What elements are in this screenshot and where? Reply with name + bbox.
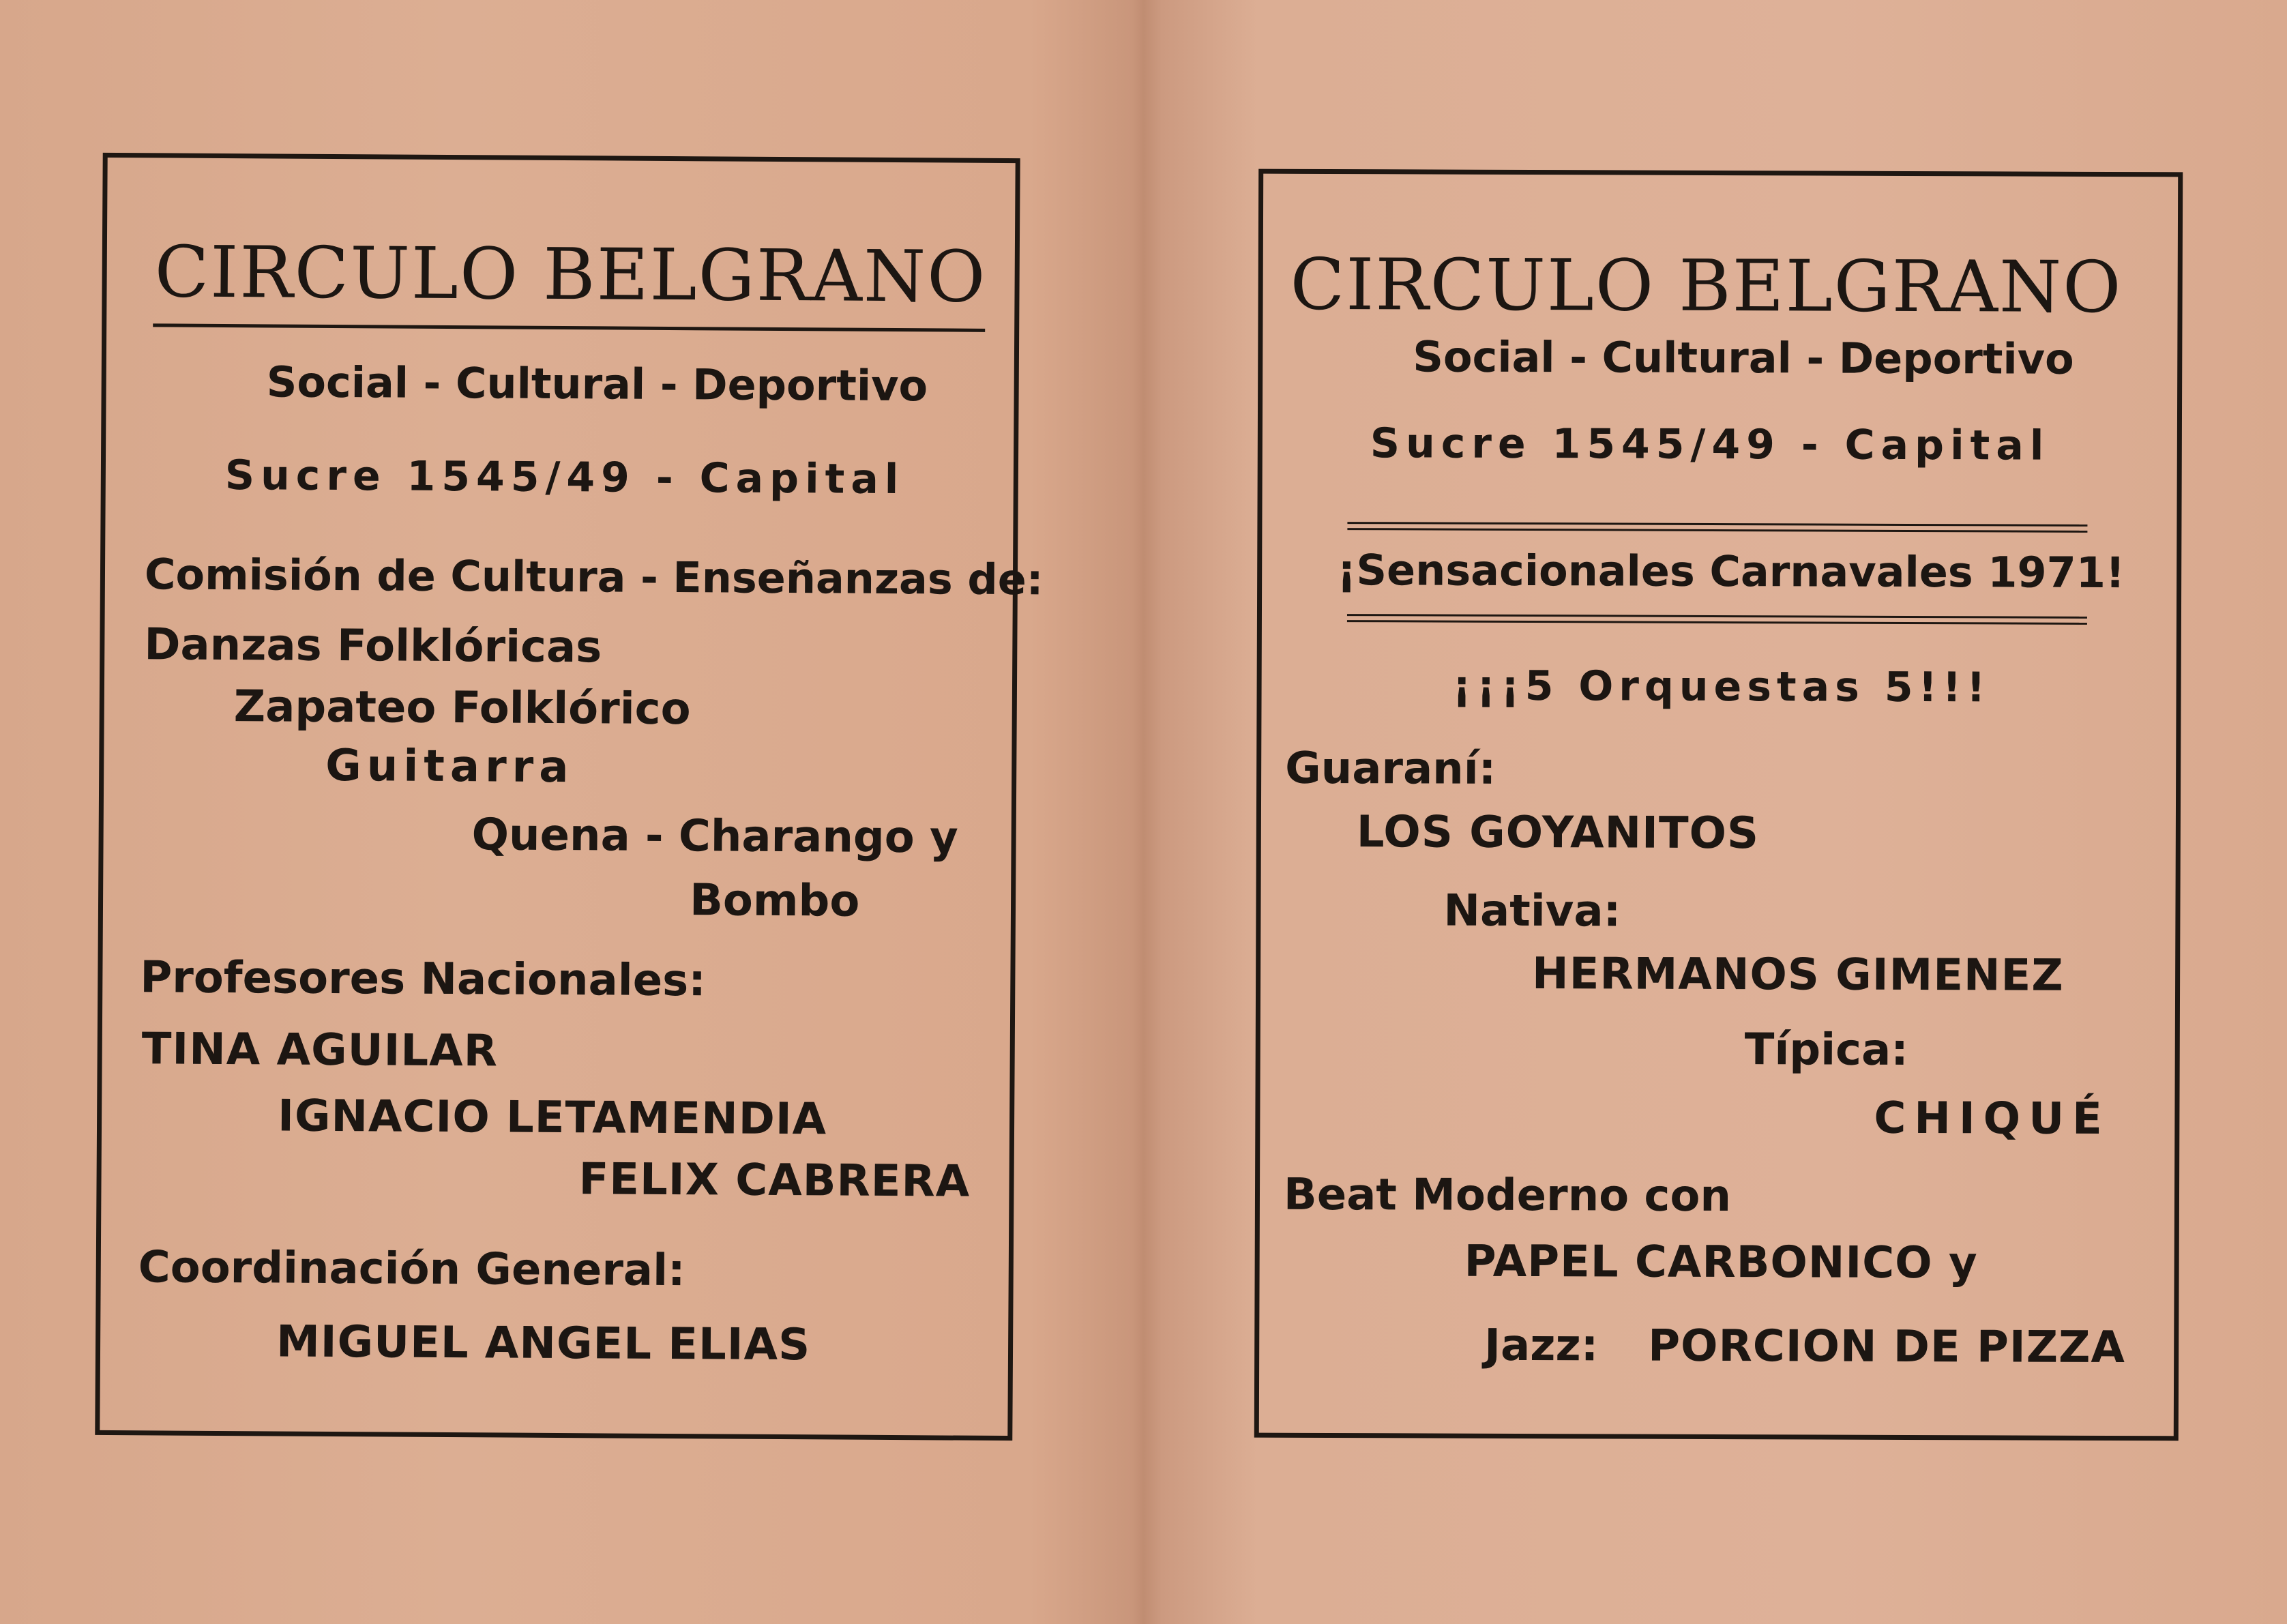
course-item: Quena - Charango y bbox=[471, 810, 958, 863]
right-page-frame bbox=[1254, 169, 2183, 1441]
headline-rule-top bbox=[1347, 522, 2087, 533]
right-page bbox=[1140, 0, 2287, 1624]
left-page bbox=[0, 0, 1132, 1624]
club-subtitle: Social - Cultural - Deportivo bbox=[1413, 331, 2074, 384]
genre-label: Jazz: bbox=[1484, 1320, 1599, 1372]
band-name: PORCION DE PIZZA bbox=[1648, 1320, 2126, 1374]
club-subtitle: Social - Cultural - Deportivo bbox=[266, 357, 928, 411]
band-name: HERMANOS GIMENEZ bbox=[1532, 949, 2064, 1001]
coordinator-name: MIGUEL ANGEL ELIAS bbox=[276, 1316, 811, 1371]
club-title: CIRCULO BELGRANO bbox=[1290, 242, 2123, 329]
genre-label: Beat Moderno con bbox=[1283, 1169, 1732, 1222]
professors-heading: Profesores Nacionales: bbox=[140, 952, 707, 1007]
coordination-heading: Coordinación General: bbox=[138, 1242, 685, 1297]
band-name: PAPEL CARBONICO y bbox=[1464, 1236, 1978, 1289]
course-item: Danzas Folklóricas bbox=[144, 619, 602, 673]
genre-label: Nativa: bbox=[1443, 885, 1621, 937]
club-address: Sucre 1545/49 - Capital bbox=[224, 452, 905, 504]
professor-name: FELIX CABRERA bbox=[578, 1154, 971, 1207]
band-name: LOS GOYANITOS bbox=[1356, 807, 1760, 859]
club-address: Sucre 1545/49 - Capital bbox=[1370, 419, 2050, 470]
left-page-frame bbox=[95, 153, 1044, 1441]
headline-rule-bottom bbox=[1347, 614, 2087, 625]
course-item: Guitarra bbox=[325, 740, 574, 793]
orchestras-count: ¡¡¡5 Orquestas 5!!! bbox=[1452, 662, 1991, 712]
genre-label: Guaraní: bbox=[1285, 743, 1496, 795]
course-item: Zapateo Folklórico bbox=[233, 681, 691, 735]
professor-name: TINA AGUILAR bbox=[141, 1024, 499, 1077]
genre-label: Típica: bbox=[1744, 1024, 1908, 1076]
course-item: Bombo bbox=[689, 875, 860, 927]
culture-heading: Comisión de Cultura - Enseñanzas de: bbox=[144, 549, 1044, 605]
title-underline bbox=[153, 323, 985, 331]
club-title: CIRCULO BELGRANO bbox=[154, 230, 987, 319]
professor-name: IGNACIO LETAMENDIA bbox=[277, 1091, 827, 1145]
carnival-headline: ¡Sensacionales Carnavales 1971! bbox=[1337, 545, 2125, 598]
band-name: CHIQUÉ bbox=[1874, 1093, 2110, 1145]
